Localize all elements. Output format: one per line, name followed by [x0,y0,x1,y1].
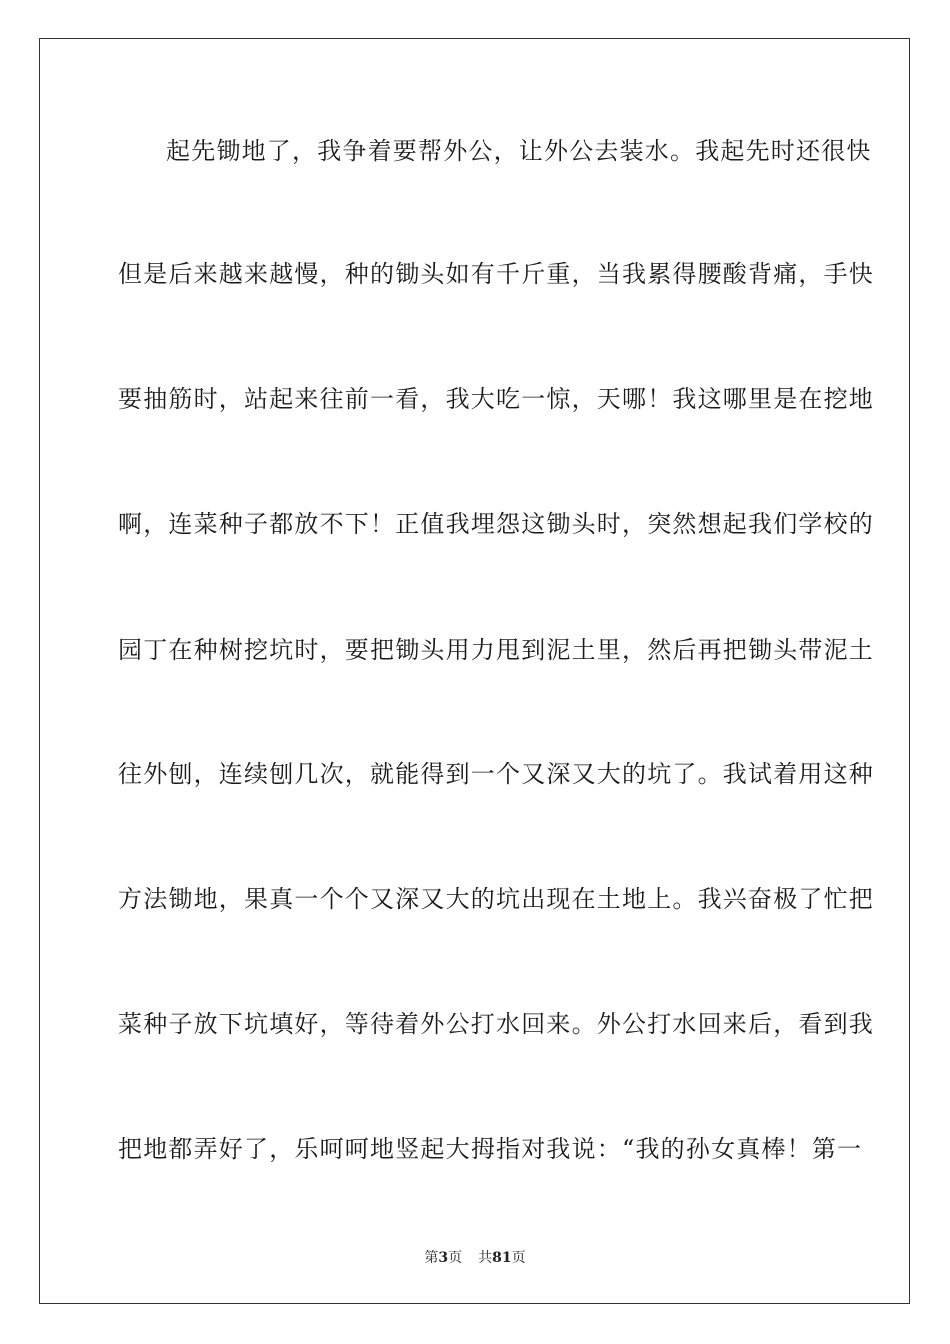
text-line: 菜种子放下坑填好，等待着外公打水回来。外公打水回来后，看到我 [118,1010,874,1038]
page-number: 3 [438,1250,449,1266]
page-prefix: 第 [424,1250,439,1266]
total-prefix: 共 [478,1250,493,1266]
text-line: 起先锄地了，我争着要帮外公，让外公去装水。我起先时还很快 [166,137,872,165]
text-line: 要抽筋时，站起来往前一看，我大吃一惊，天哪！我这哪里是在挖地 [118,385,874,413]
text-line: 把地都弄好了，乐呵呵地竖起大拇指对我说：“我的孙女真棒！第一 [118,1135,863,1163]
text-line: 啊，连菜种子都放不下！正值我埋怨这锄头时，突然想起我们学校的 [118,510,874,538]
page-suffix: 页 [448,1250,463,1266]
text-line: 但是后来越来越慢，种的锄头如有千斤重，当我累得腰酸背痛，手快 [118,260,874,288]
text-line: 方法锄地，果真一个个又深又大的坑出现在土地上。我兴奋极了忙把 [118,885,874,913]
total-pages: 81 [492,1250,512,1266]
page-footer [0,1248,950,1268]
text-line: 园丁在种树挖坑时，要把锄头用力甩到泥土里，然后再把锄头带泥土 [118,636,874,664]
total-suffix: 页 [511,1250,526,1266]
page-border [39,38,910,1304]
text-line: 往外刨，连续刨几次，就能得到一个又深又大的坑了。我试着用这种 [118,760,874,788]
